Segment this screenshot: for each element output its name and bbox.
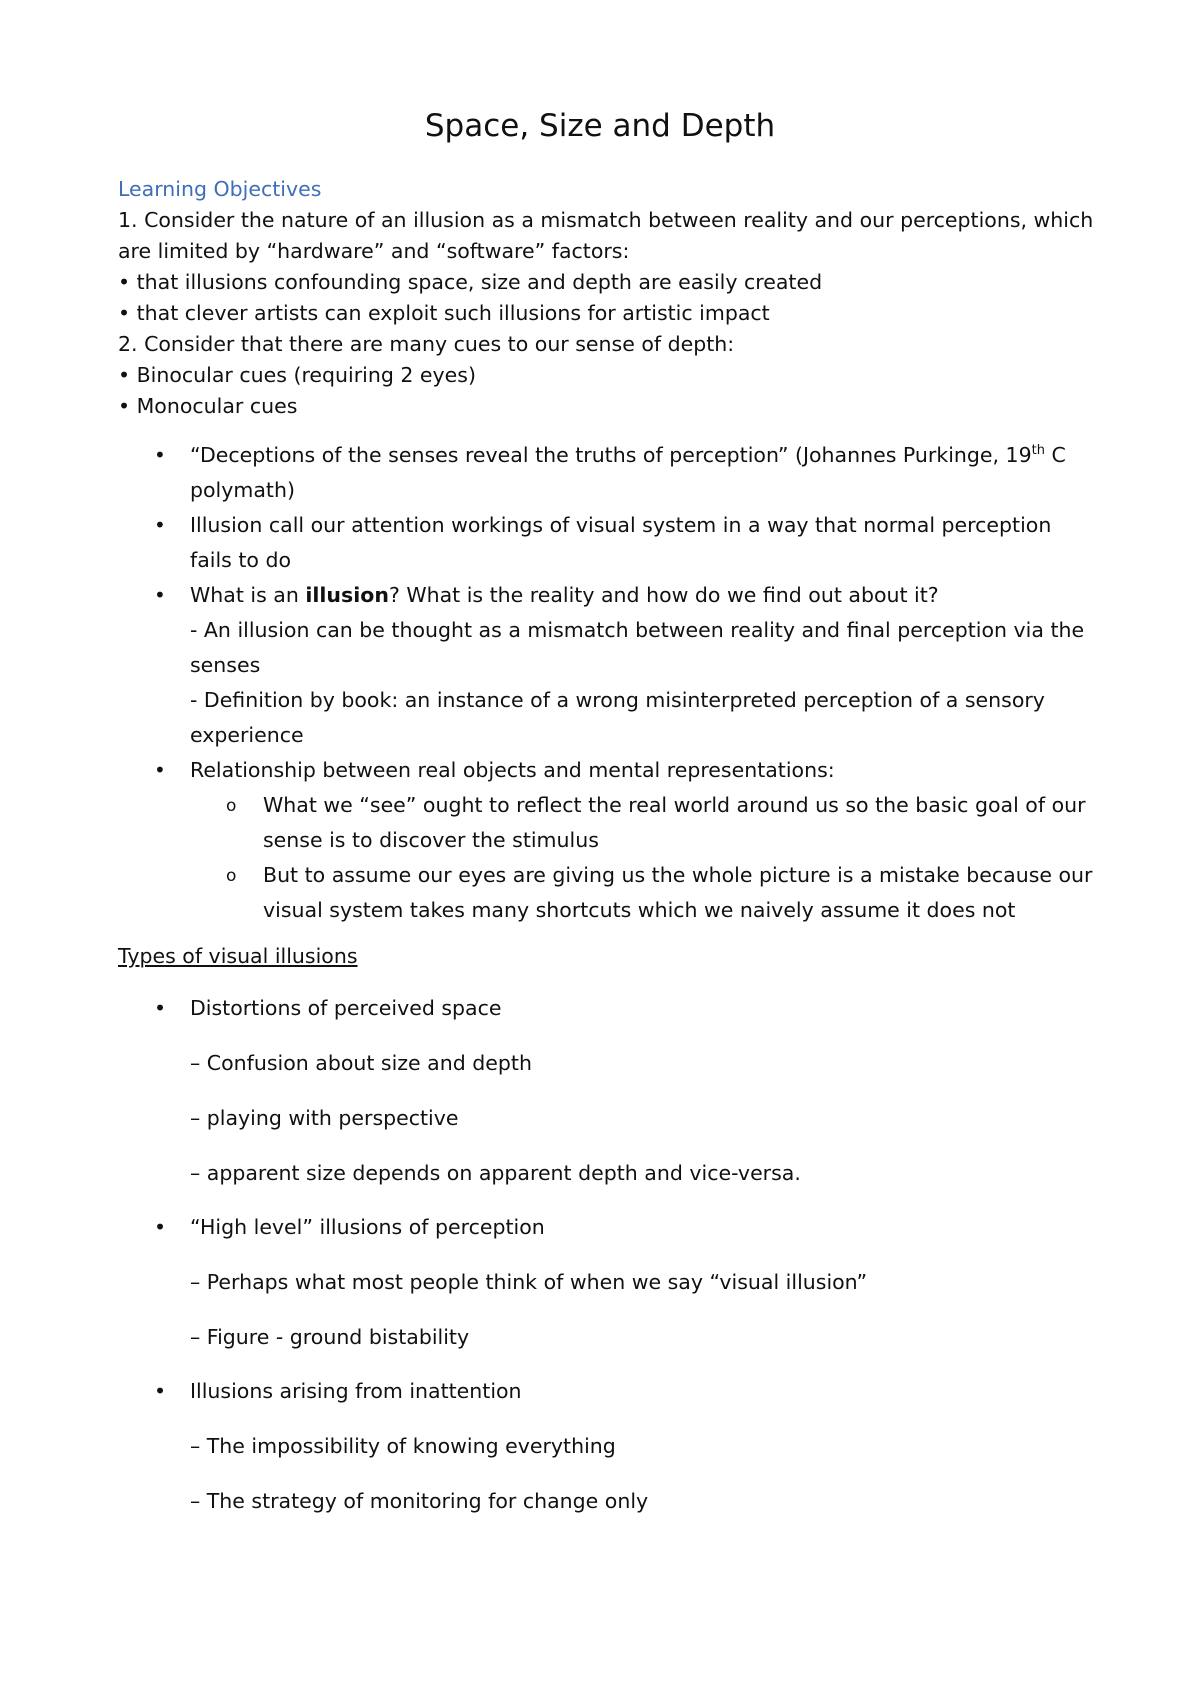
bullet-text: Relationship between real objects and mental representations: [190,758,835,782]
list-item [118,438,1098,508]
bold-term: illusion [305,583,389,607]
list-item [118,991,1098,1191]
objective-line: • that illusions confounding space, size and depth are easily created [118,270,823,294]
sub-point: - An illusion can be thought as a mismatch between reality and final perception via the senses [190,618,1085,677]
sub-point: – Figure - ground bistability [190,1325,470,1349]
bullet-icon: • [154,1215,167,1239]
objective-line: • Monocular cues [118,394,298,418]
bullet-text: Distortions of perceived space [190,996,502,1020]
bullet-text: “High level” illusions of perception [190,1215,545,1239]
bullet-text: Illusions arising from inattention [190,1379,522,1403]
list-item [118,1374,1098,1519]
bullet-icon: • [154,443,166,467]
sub-bullet-text: But to assume our eyes are giving us the whole picture is a mistake because our visual system takes many shortcuts which we naively assume it does not [263,863,1093,922]
bullet-text: What is an [190,583,306,607]
sub-point: – Perhaps what most people think of when we say “visual illusion” [190,1270,868,1294]
sub-list-item [190,858,1098,928]
sub-point: – apparent size depends on apparent depth and vice-versa. [190,1161,801,1185]
bullet-text: Illusion call our attention workings of visual system in a way that normal perception fails to do [190,513,1052,572]
bullet-icon: • [154,1379,167,1403]
sub-point: – The impossibility of knowing everything [190,1434,616,1458]
bullet-text: ? What is the reality and how do we find out about it? [388,583,939,607]
sub-point: - Definition by book: an instance of a wrong misinterpreted perception of a sensory experience [190,688,1045,747]
superscript: th [1031,443,1045,459]
sub-point: – playing with perspective [190,1106,459,1130]
sub-bullet-list [190,788,1098,928]
sub-bullet-text: What we “see” ought to reflect the real world around us so the basic goal of our sense is to discover the stimulus [263,793,1086,852]
objective-line: • that clever artists can exploit such illusions for artistic impact [118,301,770,325]
bullet-icon: • [154,758,166,782]
sub-point: – Confusion about size and depth [190,1051,532,1075]
objective-line: 1. Consider the nature of an illusion as a mismatch between reality and our perceptions, which are limited by “hardware” and “software” factors: [118,208,1094,263]
types-heading: Types of visual illusions [118,944,358,968]
list-item [118,508,1098,578]
objective-line: 2. Consider that there are many cues to our sense of depth: [118,332,735,356]
bullet-icon: • [154,513,166,537]
sub-list-item [190,788,1098,858]
bullet-icon: • [154,996,167,1020]
list-item [118,578,1098,753]
sub-point: – The strategy of monitoring for change only [190,1489,649,1513]
types-section [118,991,1098,1519]
learning-objectives-heading: Learning Objectives [118,177,322,201]
bullet-text: C polymath) [190,443,1066,502]
main-bullet-list [118,438,1098,928]
list-item [118,1210,1098,1355]
objective-line: • Binocular cues (requiring 2 eyes) [118,363,476,387]
list-item [118,753,1098,928]
document-body [118,174,1098,1519]
circle-bullet-icon: o [226,796,237,816]
document-title: Space, Size and Depth [424,108,776,144]
bullet-text: “Deceptions of the senses reveal the truths of perception” (Johannes Purkinge, 19 [190,443,1032,467]
bullet-icon: • [154,583,166,607]
circle-bullet-icon: o [226,866,237,886]
